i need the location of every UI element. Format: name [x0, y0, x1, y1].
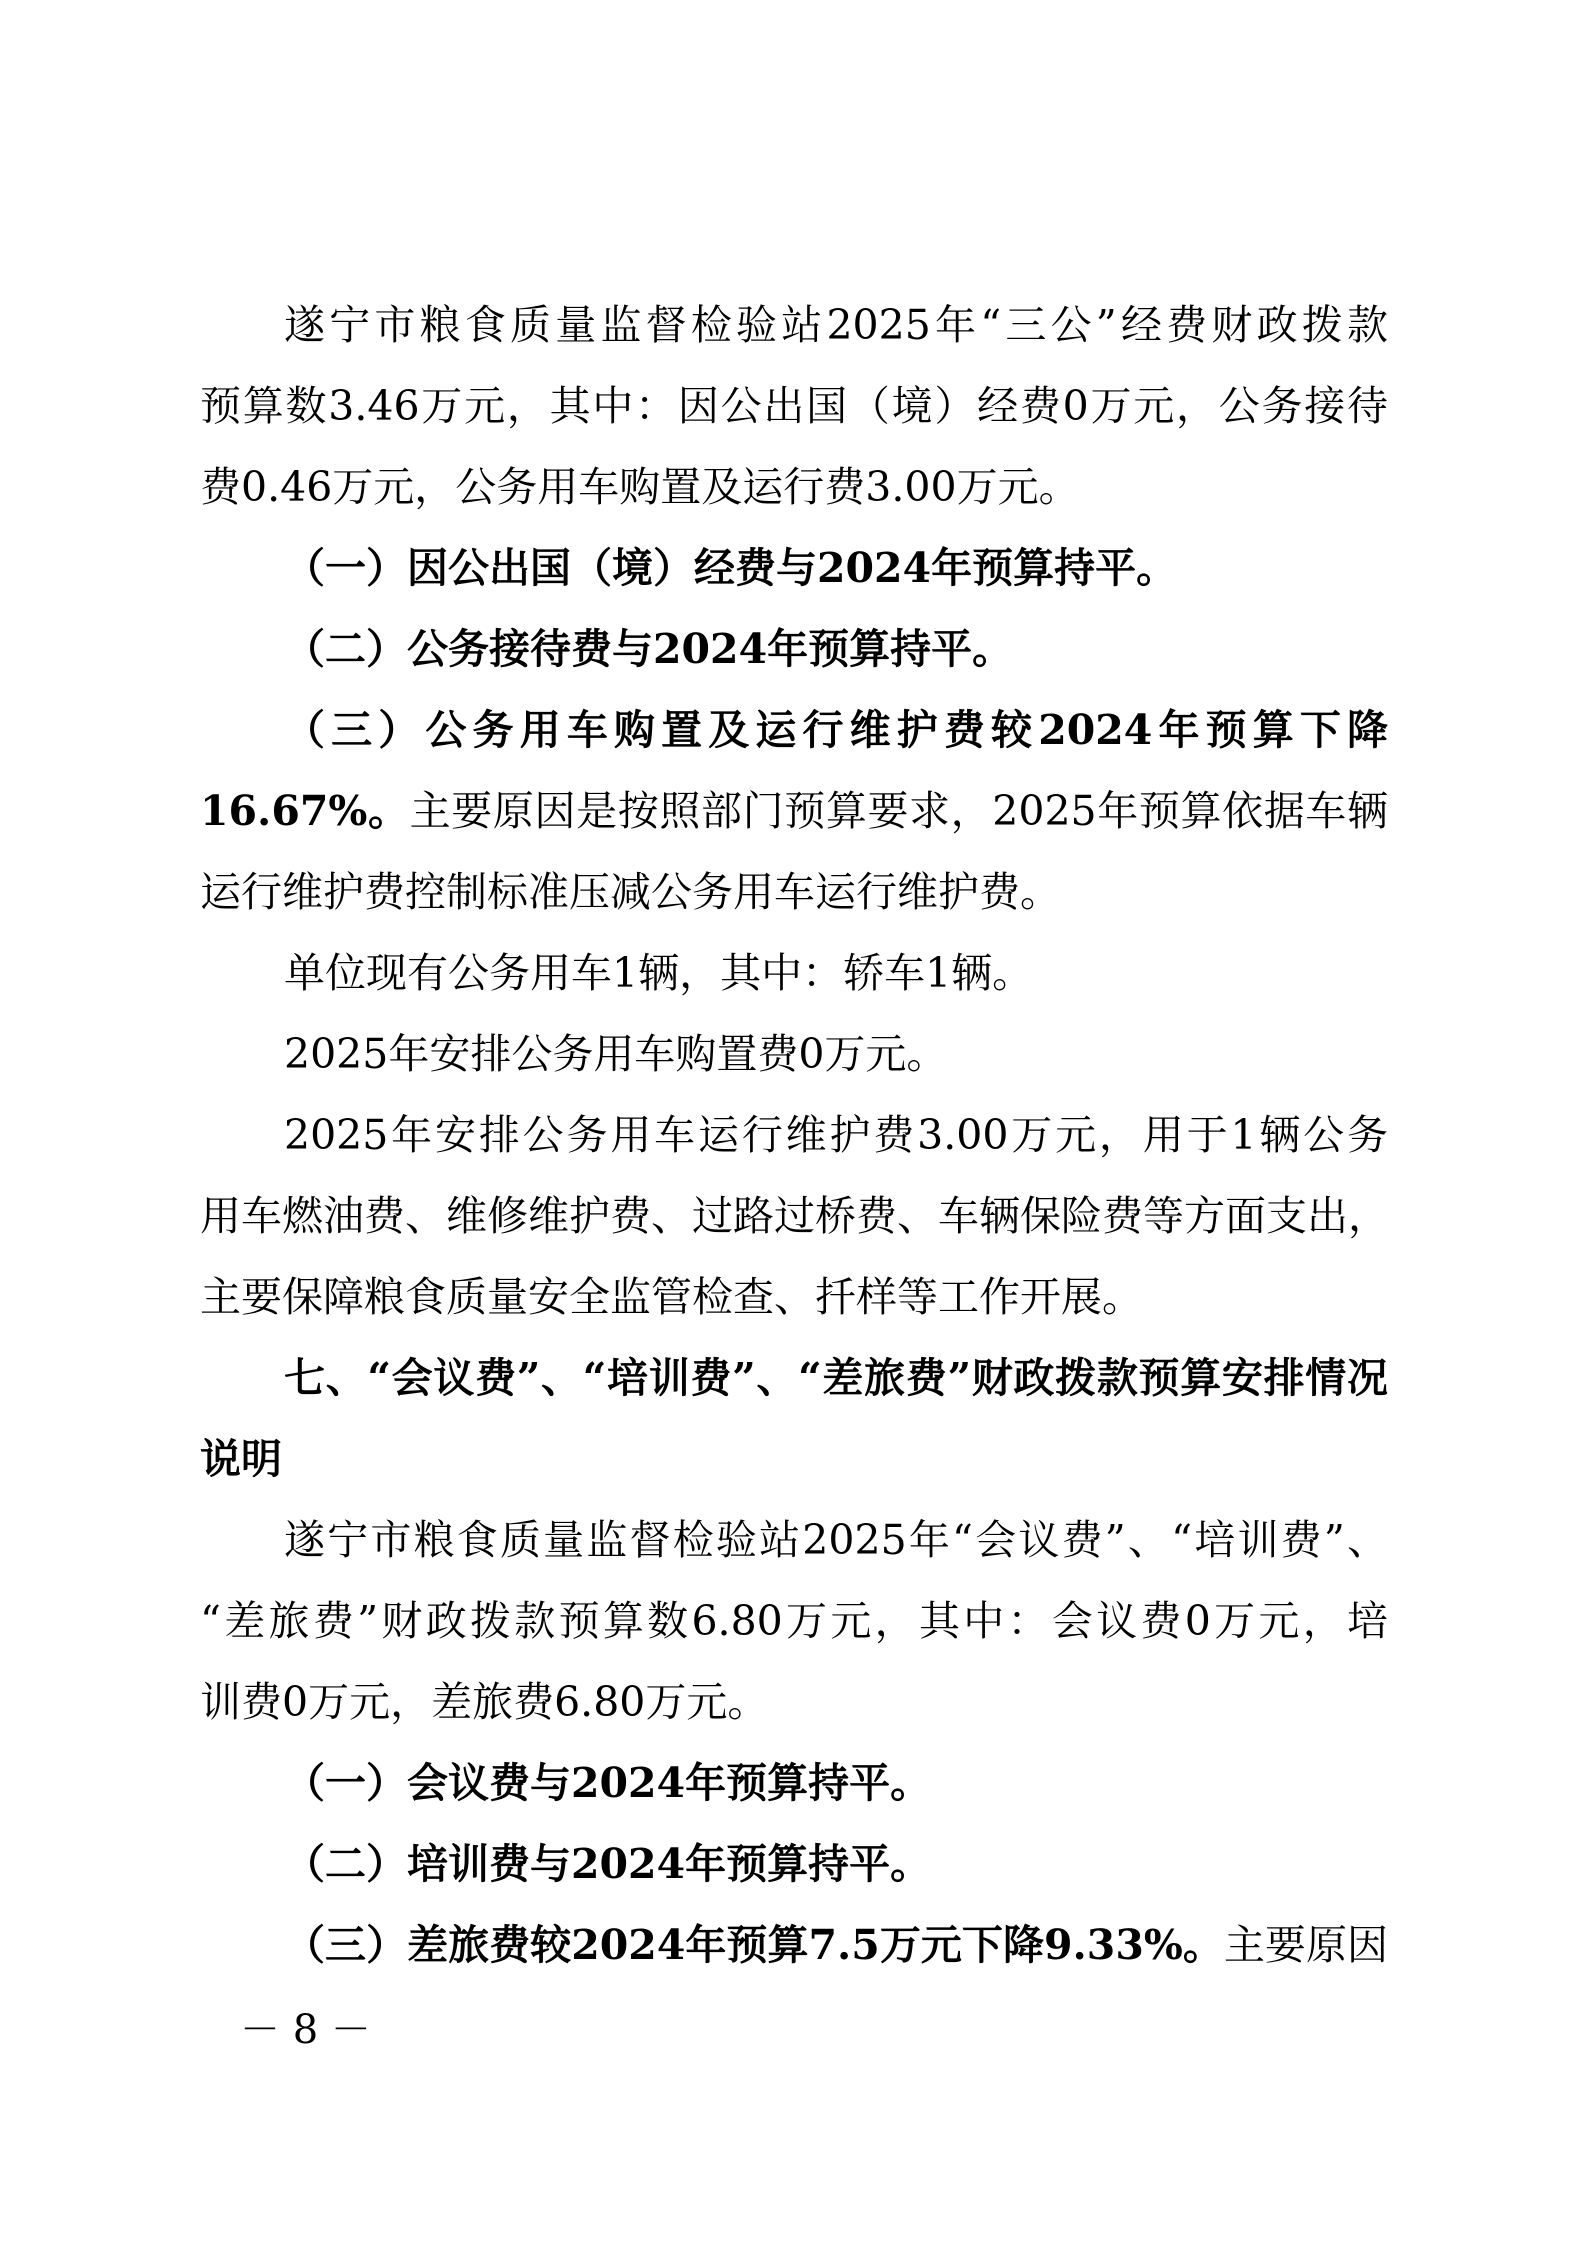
vehicle-decrease-reason: 主要原因是按照部门预算要求，2025年预算依据车辆 [409, 787, 1389, 835]
heading-meeting-expense: （一）会议费与2024年预算持平。 [284, 1759, 932, 1807]
paragraph-meeting-training-travel-line-2: “差旅费”财政拨款预算数6.80万元，其中：会议费0万元，培 [200, 1597, 1388, 1645]
paragraph-vehicle-maintenance-line-1: 2025年安排公务用车运行维护费3.00万元，用于1辆公务 [284, 1111, 1388, 1159]
paragraph-vehicle-count: 单位现有公务用车1辆，其中：轿车1辆。 [284, 949, 1034, 997]
paragraph-meeting-training-travel-line-1: 遂宁市粮食质量监督检验站2025年“会议费”、“培训费”、 [284, 1516, 1388, 1564]
heading-reception-expense: （二）公务接待费与2024年预算持平。 [284, 625, 1014, 673]
heading-training-expense: （二）培训费与2024年预算持平。 [284, 1840, 932, 1888]
section-7-heading-line-2: 说明 [200, 1435, 282, 1483]
paragraph-vehicle-purchase: 2025年安排公务用车购置费0万元。 [284, 1030, 948, 1078]
travel-expense-decrease: （三）差旅费较2024年预算7.5万元下降9.33%。 [284, 1921, 1224, 1969]
section-7-heading-line-1: 七、“会议费”、“培训费”、“差旅费”财政拨款预算安排情况 [284, 1354, 1388, 1402]
paragraph-vehicle-expense-line-2 [200, 771, 1388, 852]
paragraph-vehicle-maintenance-line-3: 主要保障粮食质量安全监管检查、扦样等工作开展。 [200, 1273, 1143, 1321]
paragraph-meeting-training-travel-line-3: 训费0万元，差旅费6.80万元。 [200, 1678, 769, 1726]
vehicle-decrease-percent: 16.67%。 [200, 787, 410, 835]
paragraph-sangong-line-2: 预算数3.46万元，其中：因公出国（境）经费0万元，公务接待 [200, 382, 1388, 430]
heading-vehicle-expense-line-1: （三）公务用车购置及运行维护费较2024年预算下降 [284, 706, 1388, 754]
paragraph-vehicle-maintenance-line-2: 用车燃油费、维修维护费、过路过桥费、车辆保险费等方面支出， [200, 1192, 1389, 1240]
heading-overseas-expense: （一）因公出国（境）经费与2024年预算持平。 [284, 544, 1178, 592]
travel-expense-reason-start: 主要原因 [1223, 1921, 1388, 1969]
paragraph-sangong-line-1: 遂宁市粮食质量监督检验站2025年“三公”经费财政拨款 [284, 301, 1388, 349]
document-body [200, 285, 1388, 1986]
paragraph-vehicle-expense-line-3: 运行维护费控制标准压减公务用车运行维护费。 [200, 868, 1061, 916]
page-number: － 8 － [240, 2007, 371, 2053]
heading-travel-expense [200, 1905, 1388, 1986]
paragraph-sangong-line-3: 费0.46万元，公务用车购置及运行费3.00万元。 [200, 463, 1080, 511]
